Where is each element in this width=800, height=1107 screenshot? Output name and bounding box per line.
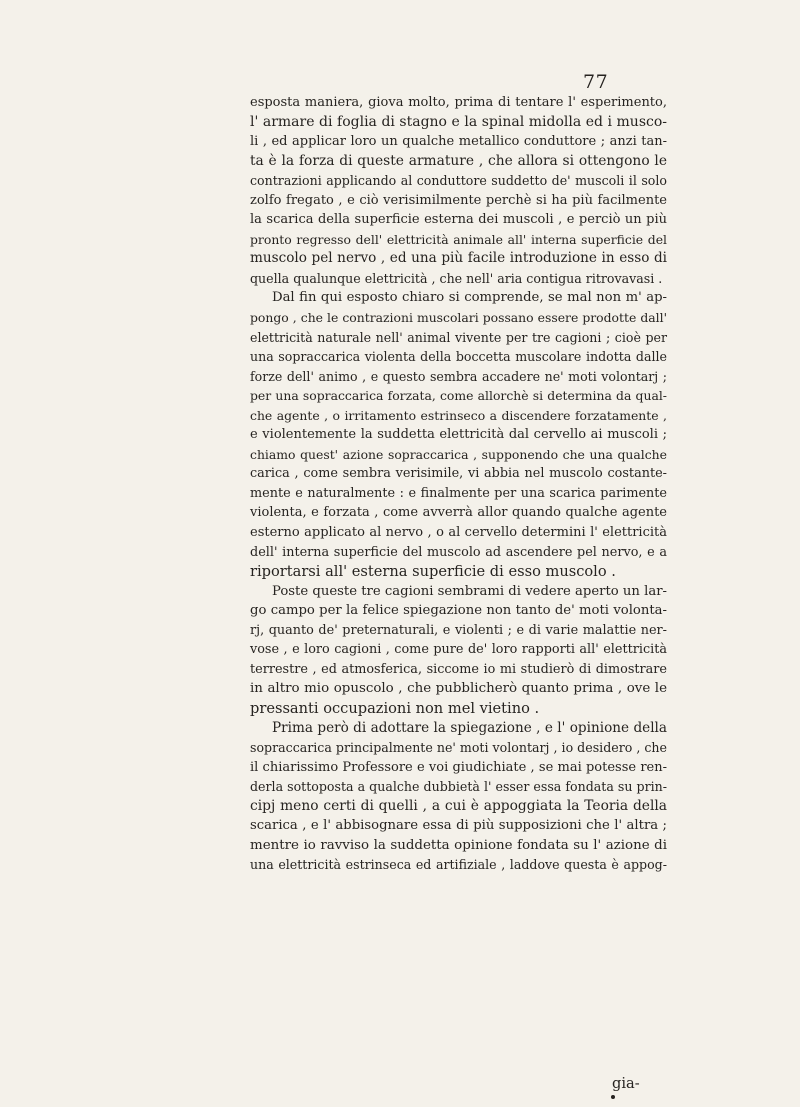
text-line: go campo per la felice spiegazione non tanto de' moti volonta- <box>250 603 667 619</box>
text-line: riportarsi all' esterna superficie di esso muscolo . <box>250 563 616 581</box>
text-line: esterno applicato al nervo , o al cervello determini l' elettricità <box>250 525 667 541</box>
text-line: quella qualunque elettricità , che nell' aria contigua ritrovavasi . <box>250 270 663 286</box>
text-line: l' armare di foglia di stagno e la spinal midolla ed i musco- <box>250 113 667 130</box>
text-line: chiamo quest' azione sopraccarica , supponendo che una qualche <box>250 446 667 462</box>
text-line: pressanti occupazioni non mel vietino . <box>250 699 540 717</box>
text-line: il chiarissimo Professore e voi giudichiate , se mai potesse ren- <box>250 759 667 775</box>
text-line: vose , e loro cagioni , come pure de' loro rapporti all' elettricità <box>250 642 667 658</box>
text-line: zolfo fregato , e ciò verisimilmente perchè si ha più facilmente <box>250 192 667 208</box>
text-line: ta è la forza di queste armature , che allora si ottengono le <box>250 152 667 169</box>
text-line: e violentemente la suddetta elettricità dal cervello ai muscoli ; <box>250 427 667 443</box>
text-line: dell' interna superficie del muscolo ad ascendere pel nervo, e a <box>250 544 667 560</box>
text-line: muscolo pel nervo , ed una più facile introduzione in esso di <box>250 250 667 267</box>
text-line: sopraccarica principalmente ne' moti volontarj , io desidero , che <box>250 740 667 756</box>
text-line: in altro mio opuscolo , che pubblicherò quanto prima , ove le <box>250 681 667 697</box>
text-line: che agente , o irritamento estrinseco a discendere forzatamente , <box>250 407 667 423</box>
ink-speck <box>611 1095 615 1099</box>
text-line: Poste queste tre cagioni sembrami di vedere aperto un lar- <box>272 583 667 599</box>
text-line: mentre io ravviso la suddetta opinione fondata su l' azione di <box>250 837 667 853</box>
text-line: la scarica della superficie esterna dei muscoli , e perciò un più <box>250 212 667 228</box>
text-line: per una sopraccarica forzata, come allorchè si determina da qual- <box>250 388 667 404</box>
catchword: gia- <box>612 1075 640 1092</box>
text-line: carica , come sembra verisimile, vi abbia nel muscolo costante- <box>250 466 667 482</box>
text-line: forze dell' animo , e questo sembra accadere ne' moti volontarj ; <box>250 368 667 384</box>
text-line: rj, quanto de' preternaturali, e violenti ; e di varie malattie ner- <box>250 622 667 638</box>
body-text <box>250 93 667 875</box>
text-line: esposta maniera, giova molto, prima di tentare l' esperimento, <box>250 95 667 110</box>
text-line: cipj meno certi di quelli , a cui è appoggiata la Teoria della <box>250 797 667 814</box>
text-line: Prima però di adottare la spiegazione , e l' opinione della <box>272 719 667 736</box>
text-line: terrestre , ed atmosferica, siccome io mi studierò di dimostrare <box>250 661 667 677</box>
text-line: derla sottoposta a qualche dubbietà l' esser essa fondata su prin- <box>250 779 667 795</box>
text-line: elettricità naturale nell' animal vivente per tre cagioni ; cioè per <box>250 329 667 345</box>
page-number: 77 <box>583 71 609 93</box>
text-line: pongo , che le contrazioni muscolari possano essere prodotte dall' <box>250 310 667 326</box>
text-line: scarica , e l' abbisognare essa di più supposizioni che l' altra ; <box>250 818 667 834</box>
text-line: pronto regresso dell' elettricità animale all' interna superficie del <box>250 231 667 247</box>
text-line: Dal fin qui esposto chiaro si comprende, se mal non m' ap- <box>272 290 667 306</box>
text-line: li , ed applicar loro un qualche metallico conduttore ; anzi tan- <box>250 134 667 150</box>
text-line: una elettricità estrinseca ed artifiziale , laddove questa è appog- <box>250 857 667 873</box>
text-line: violenta, e forzata , come avverrà allor quando qualche agente <box>250 505 667 521</box>
text-line: mente e naturalmente : e finalmente per una scarica parimente <box>250 485 667 501</box>
text-line: contrazioni applicando al conduttore suddetto de' muscoli il solo <box>250 173 667 189</box>
text-line: una sopraccarica violenta della boccetta muscolare indotta dalle <box>250 349 667 365</box>
